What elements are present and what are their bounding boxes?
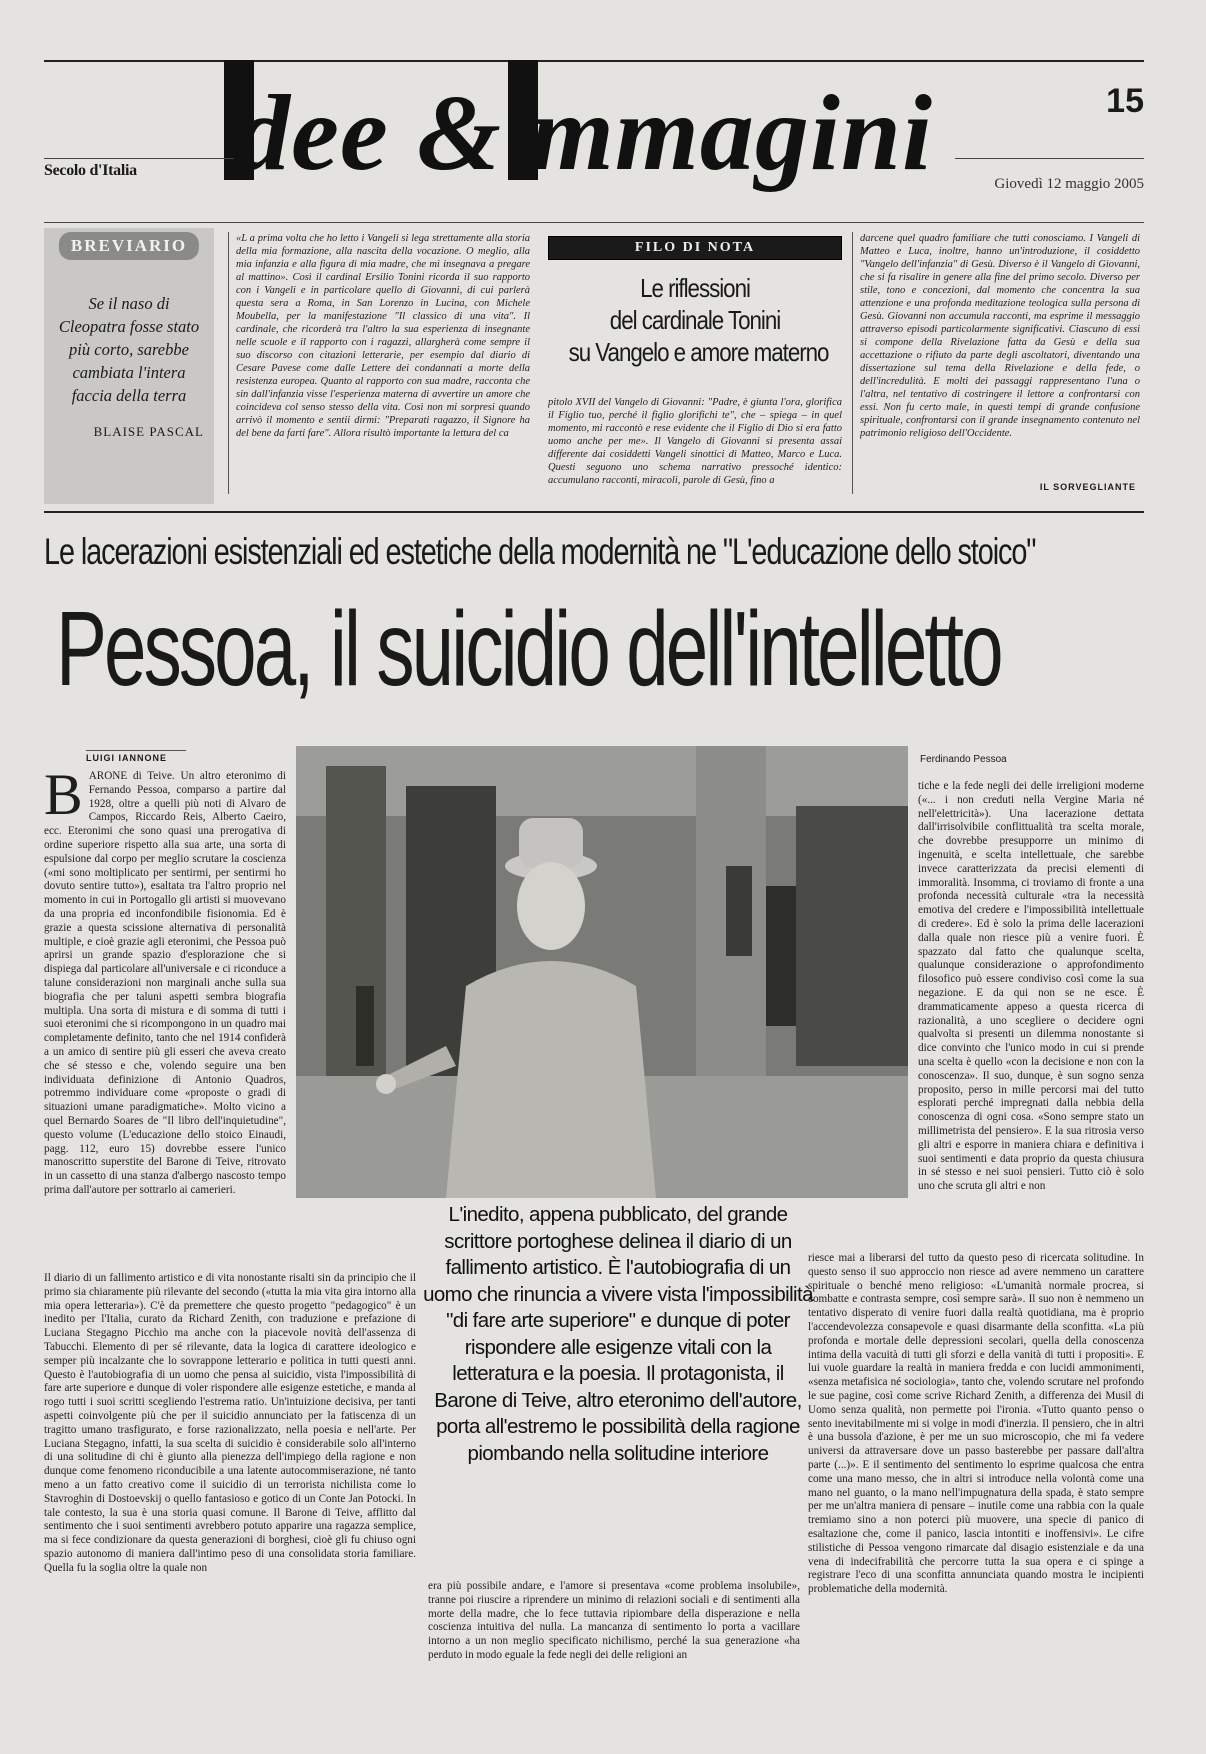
filo-title-line: del cardinale Tonini	[609, 305, 781, 335]
article-column-1	[44, 770, 286, 1270]
issue-date: Giovedì 12 maggio 2005	[994, 176, 1144, 192]
article-byline: LUIGI IANNONE	[86, 750, 186, 763]
breviario-author: BLAISE PASCAL	[93, 424, 204, 439]
filo-title-line: su Vangelo e amore materno	[568, 337, 829, 367]
article-kicker: Le lacerazioni esistenziali ed estetiche della modernità ne "L'educazione dello stoico"	[44, 531, 1036, 572]
pessoa-photo	[296, 746, 908, 1198]
masthead-top-rule	[44, 60, 1144, 62]
breviario-box	[44, 228, 214, 504]
filo-column-2: pitolo XVII del Vangelo di Giovanni: "Padre, è giunta l'ora, glorifica il Figlio tuo, perché il figlio glorifichi te", che – spiega – in quel momento, mi raccontò e rese evidente che il Figlio di Dio si era fatto uomo anche per me». Il Vangelo di Giovanni si presenta assai differente dai cosiddetti Vangeli sinottici di Matteo, Marco e Luca. Questi seguono uno schema narrativo pressoché identico: accumulano racconti, miracoli, parole di Gesù, fino a	[548, 397, 842, 486]
dropcap: B	[44, 770, 83, 827]
section-title: dee & mmagini	[236, 74, 933, 193]
masthead-rule-left	[44, 158, 234, 159]
article-column-2-bottom: era più possibile andare, e l'amore si presentava «come problema insolubile», tranne poi riuscire a riprendere un minimo di relazioni sociali e di sentimenti alla morte della madre, che lo fece tuttavia ripiombare della disperazione e nella coscienza intuitiva del nulla. La mancanza di sentimento lo porta a vacillare intorno a un non meglio specificato nichilismo, perché la sua generazione «ha perduto in modo eguale la fede negli dei delle religioni an	[428, 1580, 800, 1661]
page-number: 15	[1106, 82, 1144, 120]
article-column-1-continued: Il diario di un fallimento artistico e di vita nonostante risalti sin da principio che il primo sia chiaramente più rilevante del secondo («tutta la mia vita gira intorno alla mia opera letteraria»). C'è da premettere che questo progetto "pedagogico" è un inedito per l'Italia, curato da Richard Zenith, con traduzione e prefazione di Luciana Stegagno Picchio ma anche con la piacevole novità dell'assenza di Tabucchi. Elemento di per sé rilevante, data la logica di carattere ideologico e semper più incalzante che lo sovrappone letterario e politica in tutti questi anni. Questo è l'autobiografia di un uomo che pensa al suicidio, vista l'impossibilità di fare arte superiore e dunque di voler rispondere alle esigenze estetiche, e manda al rogo tutti i suoi scritti scegliendo l'estrema ratio. Un'intuizione decisiva, per tanti aspetti coinvolgente più che per il suicidio annunciato per la fatiscenza di un tragitto umano trasfigurato, e forse razionalizzato, nella poesia e nell'arte. Per Luciana Stegagno, infatti, la sua scelta di suicidio è considerabile solo all'interno di una solitudine di chi è giunto alla pienezza dell'impiego della ragione e non dunque come fenomeno riconducibile a una latente autocommiserazione, né tanto meno a un fatto creativo come il suicidio di un terrorista nichilista come lo Stavroghin di Dostoevskij o quello fantasioso e gotico di un Conte Jan Potocki. In tale contesto, la sua è una storia quasi comune. Il Barone di Teive, afflitto dal sentimento che i suoi sentimenti avrebbero potuto apparire una ragazza semplice, ma si fece condizionare da questa generazioni di borghesi, cioè gli fu chiuso ogni spazio autonomo di maniera dall'intimo peso di una consolidata storia familiare. Quella fu la soglia oltre la quale non	[44, 1272, 416, 1574]
filo-signature: IL SORVEGLIANTE	[1039, 482, 1136, 492]
breviario-label: BREVIARIO	[59, 232, 199, 260]
masthead-rule-right	[955, 158, 1144, 159]
filo-column-1: «L a prima volta che ho letto i Vangeli si lega strettamente alla storia della mia formazione, alla nascita della vocazione. O meglio, alla mia infanzia e alla figura di mia madre, che mi insegnava a pregare al mattino». Così il cardinal Ersilio Tonini ricorda il suo rapporto con i Vangeli e in particolare quello di Giovanni, di cui parlerà questa sera a Roma, in San Lorenzo in Lucina, con Michele Moubella, per la manifestazione "Il classico di una vita". Il cardinale, che ricorderà tra l'altro la sua esperienza di insegnante nelle scuole e il rapporto con i ragazzi, allargherà come sempre il suo discorso con citazioni letterarie, per esempio dal diario di Cesare Pavese come dalle Lettere dei condannati a morte della resistenza europea. Quanto al rapporto con sua madre, racconta che sin dall'infanzia visse l'esperienza materna di avvertire un amore che coincideva col senso stesso della vita. Così non mi sorpresi quando arrivò il momento e sentii dirmi: "Preparati ragazzo, il Signore ha del bene da farti fare". Allora risultò importante la lettura del ca	[236, 233, 530, 439]
article-headline: Pessoa, il suicidio dell'intelletto	[56, 590, 1001, 708]
article-column-1-text: ARONE di Teive. Un altro eteronimo di Fernando Pessoa, comparso a partire dal 1928, oltre a quelli più noti di Alvaro de Campos, Riccardo Reis, Alberto Caeiro, ecc. Eteronimi che sono quasi una prerogativa di ordine superiore rispetto alla sua arte, una sorta di espulsione dal corpo per meglio scrutare la coscienza («mi sono moltiplicato per sentirmi, per sentirmi ho dovuto sentire tutto»), esaltata tra l'altro proprio nel momento in cui in Portogallo gli artisti si muovevano da una propria ed inconfondibile fisionomia. Ed è grazie a questa scissione alternativa di personalità multiple, e cioè grazie agli eteronimi, che Pessoa può aprirsi un grande spazio d'esplorazione che si dispiega dal particolare all'universale e ci riconduce a talune considerazioni non marginali anche sulla sua biografia che per taluni aspetti sembra biografia multipla. Una sorta di mistura e di somma di tutti i suoi eteronimi che si ricompongono in un quadro mai completamente definito, tanto che nel 1914 confiderà a un amico di sentire più gli esseri che aveva creato che sé stesso e che, volendo seguire una ben individuata definizione di Antonio Quadros, potremmo individuare come «proposte o gradi di situazioni umane paradigmatiche». Molto vicino a quel Bernardo Soares de "Il libro dell'inquietudine", questo volume (L'educazione dello stoico Einaudi, pagg. 112, euro 15) dovrebbe essere l'unico manoscritto superstite del Barone di Teive, ritrovato in un cassetto di una stanza d'albergo nascosto tempo prima dall'autore per sottrarlo ai camerieri.	[44, 770, 286, 1196]
filo-di-nota-title	[568, 272, 829, 368]
article-column-4-bottom: riesce mai a liberarsi del tutto da questo peso di ricercata solitudine. In questo senso il suo approccio non riesce ad avere nemmeno un carattere spirituale o benché meno religioso: «L'umanità normale procrea, si combatte e contrasta sempre, così sempre sarà». Il suo non è nemmeno un tentativo disperato di venire fuori dalla realtà quotidiana, ma è proprio l'accendevolezza consapevole e quasi disarmante della sconfitta. «La più profonda e mortale delle depressioni secolari, quella della conoscenza intima della vacuità di tutti gli sforzi e della vanità di tutti i propositi». E lui vuole guardare la realtà in maniera fredda e con lucidi ammonimenti, «senza metafisica né sociologia», tanto che, volendo scrutare nel profondo le sue pagine, così come scrive Richard Zenith, a differenza dei Musil di Uomo senza qualità, non permette poi l'ironia. «Tutto quanto penso o sento inevitabilmente mi si volge in modi d'inerzia. Il pensiero, che in altri è una bussola d'azione, è per me un suo microscopio, che mi fa vedere universi da attraversare dove un passo basterebbe per passare dall'altra parte (...)». E il sentimento del sentimento lo esprime qualcosa che entra come una mano messo, che in altri si introduce nella volontà come una mano nel guanto, o la mano nell'impugnatura della spada, è stato sempre per me un'altra maniera di pensare – inutile come una rabbia con la quale tremiamo sino a non poterci più muovere, una specie di panico di esaltazione che, come il panico, lascia intontiti e inoffensivi». Le cifre stilistiche di Pessoa vengono rimarcate dal disagio esistenziale e da una vena di indecifrabilità che percorre tutta la sua opera e ci spinge a registrare l'eco di una sconfitta annunciata quando mostra le incipienti problematiche della modernità.	[808, 1252, 1144, 1596]
newspaper-name: Secolo d'Italia	[44, 162, 137, 179]
filo-title-line: Le riflessioni	[640, 273, 750, 303]
filo-di-nota-box	[548, 236, 842, 368]
photo-caption: Ferdinando Pessoa	[920, 754, 1007, 765]
column-divider	[852, 232, 853, 494]
photo-illustration	[296, 746, 908, 1198]
filo-di-nota-label: FILO DI NOTA	[548, 236, 842, 260]
column-divider	[228, 232, 229, 494]
filo-column-3: darcene quel quadro familiare che tutti conosciamo. I Vangeli di Matteo e Luca, inoltre, hanno un'introduzione, il cosiddetto "Vangelo dell'infanzia" di Gesù. Diverso è il Vangelo di Giovanni, che si fa risalire in genere alla fine del primo secolo. Diverso per stile, tono e concezioni, dal momento che concentra la sua attenzione e una profonda meditazione teologica sulla persona di Gesù. Giovanni non accumula racconti, ma esprime il messaggio attraverso episodi particolarmente significativi. Ciascuno di essi si compone della Rivelazione fatta da Gesù e della sua accettazione o rifiuto da parte degli ascoltatori, diventando una dissertazione sul tema della Rivelazione e della fede, o dell'incredulità. E molti dei passaggi rappresentano l'una o l'altra, nel tentativo di costringere il lettore a confrontarsi con essi. Non fu certo male, in questi tempi di grande confusione spirituale, confrontarsi con il grande insegnamento contenuto nel patrimonio religioso dell'Occidente.	[860, 233, 1140, 439]
article-column-3: tiche e la fede negli dei delle irreligioni moderne («... i non creduti nella Vergine Maria né nell'elettricità»). Una lacerazione dettata dall'irrisolvibile conflittualità tra scelta morale, che dovrebbe presupporre un minimo di ingenuità, e scelta intellettuale, che sarebbe invece caratterizzata da precisi elementi di immoralità. Insomma, ci troviamo di fronte a una profonda necessità culturale «tra la necessità emotiva del credere e l'impossibilità intellettuale di credere». Ed è solo la prima delle lacerazioni dalla quale non riesce più a venire fuori. È spazzato dal fatto che qualunque scelta, qualunque considerazione o approfondimento filosofico può essere condiviso così come la sua negazione. E da qui non se ne esce. È drammaticamente appeso a questa ricerca di razionalità, a uno scegliere o decidere ogni qualvolta si presenti un dilemma nonostante si dice convinto che l'unico modo in cui si prende una scelta è quello «con la decisione e non con la conoscenza». Il suo, dunque, è sun sogno senza proposito, perso in mille percorsi mai del tutto esplorati perché impregnati dalla nebbia della conoscenza di ogni cosa. «Sono sempre stato un millimetrista del pensiero». E la sua ritrosia verso gli altri e esporre in maniera chiara e definitiva i suoi sentimenti e data proprio da questa chiusura in sé stesso e nei suoi pensieri. Tutto ciò è solo uno che scruta gli altri e non	[918, 780, 1144, 1193]
breviario-quote: Se il naso di Cleopatra fosse stato più corto, sarebbe cambiata l'intera faccia della terra	[58, 294, 200, 405]
pull-quote: L'inedito, appena pubblicato, del grande scrittore portoghese delinea il diario di un fallimento artistico. È l'autobiografia di un uomo che rinuncia a vivere vista l'impossibilità "di fare arte superiore" e dunque di poter rispondere alle esigenze vitali con la letteratura e la poesia. Il protagonista, il Barone di Teive, altro eteronimo dell'autore, porta all'estremo le possibilità della ragione piombando nella solitudine interiore	[423, 1203, 813, 1465]
